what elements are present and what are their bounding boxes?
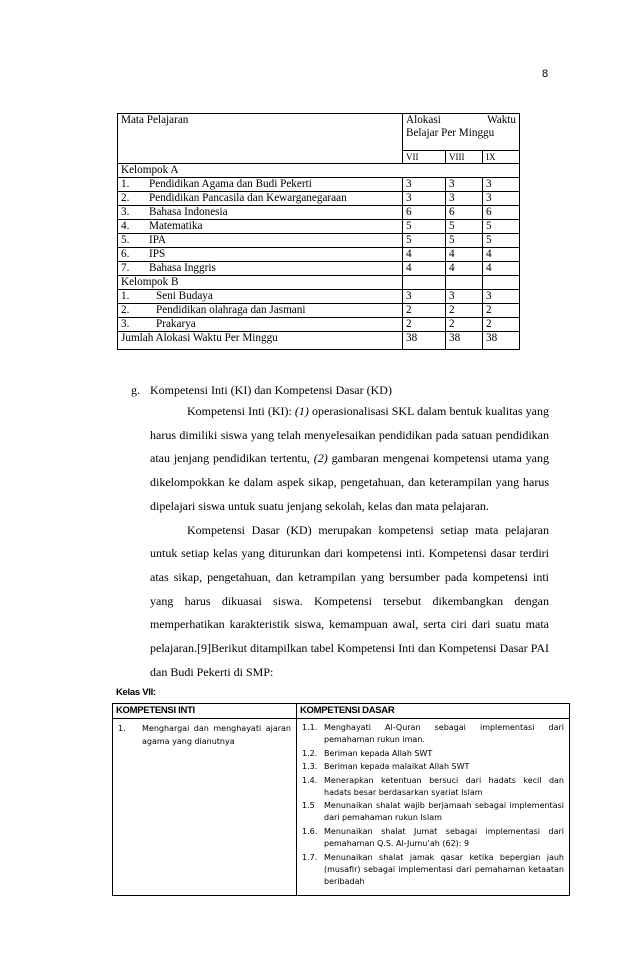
row-no: 2. [118, 192, 147, 206]
row-no: 3. [118, 206, 147, 220]
total-ix: 38 [483, 332, 520, 350]
row-vii: 5 [403, 220, 446, 234]
kikd-table [112, 703, 570, 896]
kikd-header-row [113, 704, 570, 719]
list-item [302, 800, 564, 824]
list-item [302, 852, 564, 888]
section-g-title: Kompetensi Inti (KI) dan Kompetensi Dasar (KD) [150, 383, 392, 397]
alloc-right: Waktu [487, 114, 516, 126]
kd-no: 1.3. [302, 762, 318, 772]
kd-no: 1.1. [302, 723, 318, 732]
ki-cell [113, 719, 297, 896]
list-item [302, 826, 564, 850]
alloc-left: Alokasi [406, 114, 441, 126]
row-ix: 5 [483, 234, 520, 248]
row-ix: 2 [483, 304, 520, 318]
row-vii: 2 [403, 304, 446, 318]
list-item [302, 748, 564, 760]
list-item [302, 775, 564, 799]
row-vii: 2 [403, 318, 446, 332]
kikd-body-row [113, 719, 570, 896]
table-row [118, 220, 520, 234]
grade-ix: IX [483, 151, 520, 164]
row-viii: 3 [446, 290, 483, 304]
row-ix: 3 [483, 192, 520, 206]
group-a-title: Kelompok A [118, 164, 403, 178]
section-g-label: g. [131, 383, 140, 397]
row-name: IPA [146, 234, 403, 248]
page-number: 8 [542, 68, 549, 80]
row-name: Pendidikan olahraga dan Jasmani [146, 304, 403, 318]
row-ix: 5 [483, 220, 520, 234]
kd-text: Menunaikan shalat Jumat sebagai implementasi dari pemahaman Q.S. Al-Jumu’ah (62): 9 [324, 826, 564, 848]
row-vii: 3 [403, 290, 446, 304]
header-ki: KOMPETENSI INTI [113, 704, 297, 719]
row-ix: 2 [483, 318, 520, 332]
grade-vii: VII [403, 151, 446, 164]
section-g-body [150, 400, 549, 684]
row-name: Seni Budaya [146, 290, 403, 304]
row-viii: 3 [446, 192, 483, 206]
group-a-row [118, 164, 520, 178]
grade-viii: VIII [446, 151, 483, 164]
alloc-line2: Belajar Per Minggu [406, 127, 495, 139]
table-row [118, 304, 520, 318]
p1-part-a: Kompetensi Inti (KI): [187, 404, 295, 418]
header-kd: KOMPETENSI DASAR [297, 704, 570, 719]
row-name: Pendidikan Agama dan Budi Pekerti [146, 178, 403, 192]
row-viii: 2 [446, 304, 483, 318]
row-ix: 3 [483, 290, 520, 304]
kd-no: 1.5 [302, 801, 315, 811]
table-row [118, 262, 520, 276]
allocation-header [403, 114, 520, 151]
row-name: Matematika [146, 220, 403, 234]
kd-text: Menghayati Al-Quran sebagai implementasi dari pemahaman rukun iman. [324, 723, 564, 744]
row-vii: 4 [403, 248, 446, 262]
row-viii: 5 [446, 220, 483, 234]
row-no: 4. [118, 220, 147, 234]
paragraph-ki [150, 400, 549, 519]
kd-text: Menunaikan shalat jamak qasar ketika bepergian jauh (musafir) sebagai implementasi dari pemahaman ketaatan beribadah [324, 852, 564, 886]
row-viii: 6 [446, 206, 483, 220]
row-vii: 3 [403, 192, 446, 206]
row-viii: 3 [446, 178, 483, 192]
table-row [118, 234, 520, 248]
row-viii: 4 [446, 262, 483, 276]
row-no: 7. [118, 262, 147, 276]
p1-marker-1: (1) [294, 404, 309, 418]
kd-text: Beriman kepada malaikat Allah SWT [324, 762, 470, 772]
row-name: Bahasa Indonesia [146, 206, 403, 220]
row-viii: 5 [446, 234, 483, 248]
kd-no: 1.2. [302, 748, 318, 758]
kd-no: 1.4. [302, 775, 318, 785]
table-row [118, 206, 520, 220]
row-name: Prakarya [146, 318, 403, 332]
row-no: 6. [118, 248, 147, 262]
allocation-header-row [118, 114, 520, 151]
list-item [302, 722, 564, 746]
row-name: Bahasa Inggris [146, 262, 403, 276]
table-row [118, 192, 520, 206]
row-vii: 6 [403, 206, 446, 220]
paragraph-kd: Kompetensi Dasar (KD) merupakan kompetensi setiap mata pelajaran untuk setiap kelas yang diturunkan dari kompetensi inti. Kompetensi dasar terdiri atas sikap, pengetahuan, dan ketrampilan yang bersumber pada kompetensi inti yang harus dikuasai siswa. Kompetensi tersebut dikembangkan dengan memperhatikan karakteristik siswa, kemampuan awal, serta ciri dari suatu mata pelajaran.[9]Berikut ditampilkan tabel Kompetensi Inti dan Kompetensi Dasar PAI dan Budi Pekerti di SMP: [150, 522, 549, 679]
section-g-heading [131, 383, 392, 398]
kd-no: 1.6. [302, 826, 318, 836]
allocation-table [117, 113, 520, 350]
kd-cell [297, 719, 570, 896]
row-name: IPS [146, 248, 403, 262]
table-row [118, 318, 520, 332]
total-vii: 38 [403, 332, 446, 350]
group-b-row [118, 276, 520, 290]
row-viii: 4 [446, 248, 483, 262]
row-ix: 3 [483, 178, 520, 192]
list-item [302, 761, 564, 773]
row-ix: 4 [483, 262, 520, 276]
kd-text: Menerapkan ketentuan bersuci dari hadats kecil dan hadats besar berdasarkan syariat Islam [324, 775, 564, 797]
kd-text: Menunaikan shalat wajib berjamaah sebagai implementasi dari pemahaman rukun Islam [324, 801, 564, 823]
row-vii: 5 [403, 234, 446, 248]
row-viii: 2 [446, 318, 483, 332]
p1-part-c: gambaran mengenai kompetensi utama yang dikelompokkan ke dalam aspek sikap, pengetahuan, dan keterampilan yang harus dipelajari siswa untuk suatu jenjang sekolah, kelas dan mata pelajaran. [150, 451, 549, 513]
subject-header: Mata Pelajaran [118, 114, 403, 164]
row-vii: 3 [403, 178, 446, 192]
kd-no: 1.7. [302, 852, 318, 862]
total-row [118, 332, 520, 350]
row-vii: 4 [403, 262, 446, 276]
table-row [118, 178, 520, 192]
row-ix: 4 [483, 248, 520, 262]
ki-no: 1. [118, 724, 126, 733]
ki-text: Menghargai dan menghayati ajaran agama yang dianutnya [142, 724, 291, 746]
table-row [118, 290, 520, 304]
total-viii: 38 [446, 332, 483, 350]
row-ix: 6 [483, 206, 520, 220]
row-no: 2. [118, 304, 147, 318]
p1-marker-2: (2) [313, 451, 328, 466]
row-no: 3. [118, 318, 147, 332]
list-item [118, 722, 291, 748]
table-row [118, 248, 520, 262]
kelas-label: Kelas VII: [116, 687, 156, 698]
row-no: 1. [118, 178, 147, 192]
row-name: Pendidikan Pancasila dan Kewarganegaraan [146, 192, 403, 206]
p1-part-b: operasionalisasi SKL dalam bentuk kualitas yang harus dimiliki siswa yang telah menyelesaikan pendidikan pada satuan pendidikan atau jenjang pendidikan tertentu, [150, 404, 549, 466]
row-no: 5. [118, 234, 147, 248]
group-b-title: Kelompok B [118, 276, 403, 290]
row-no: 1. [118, 290, 147, 304]
total-label: Jumlah Alokasi Waktu Per Minggu [118, 332, 403, 350]
kd-text: Beriman kepada Allah SWT [324, 748, 433, 758]
